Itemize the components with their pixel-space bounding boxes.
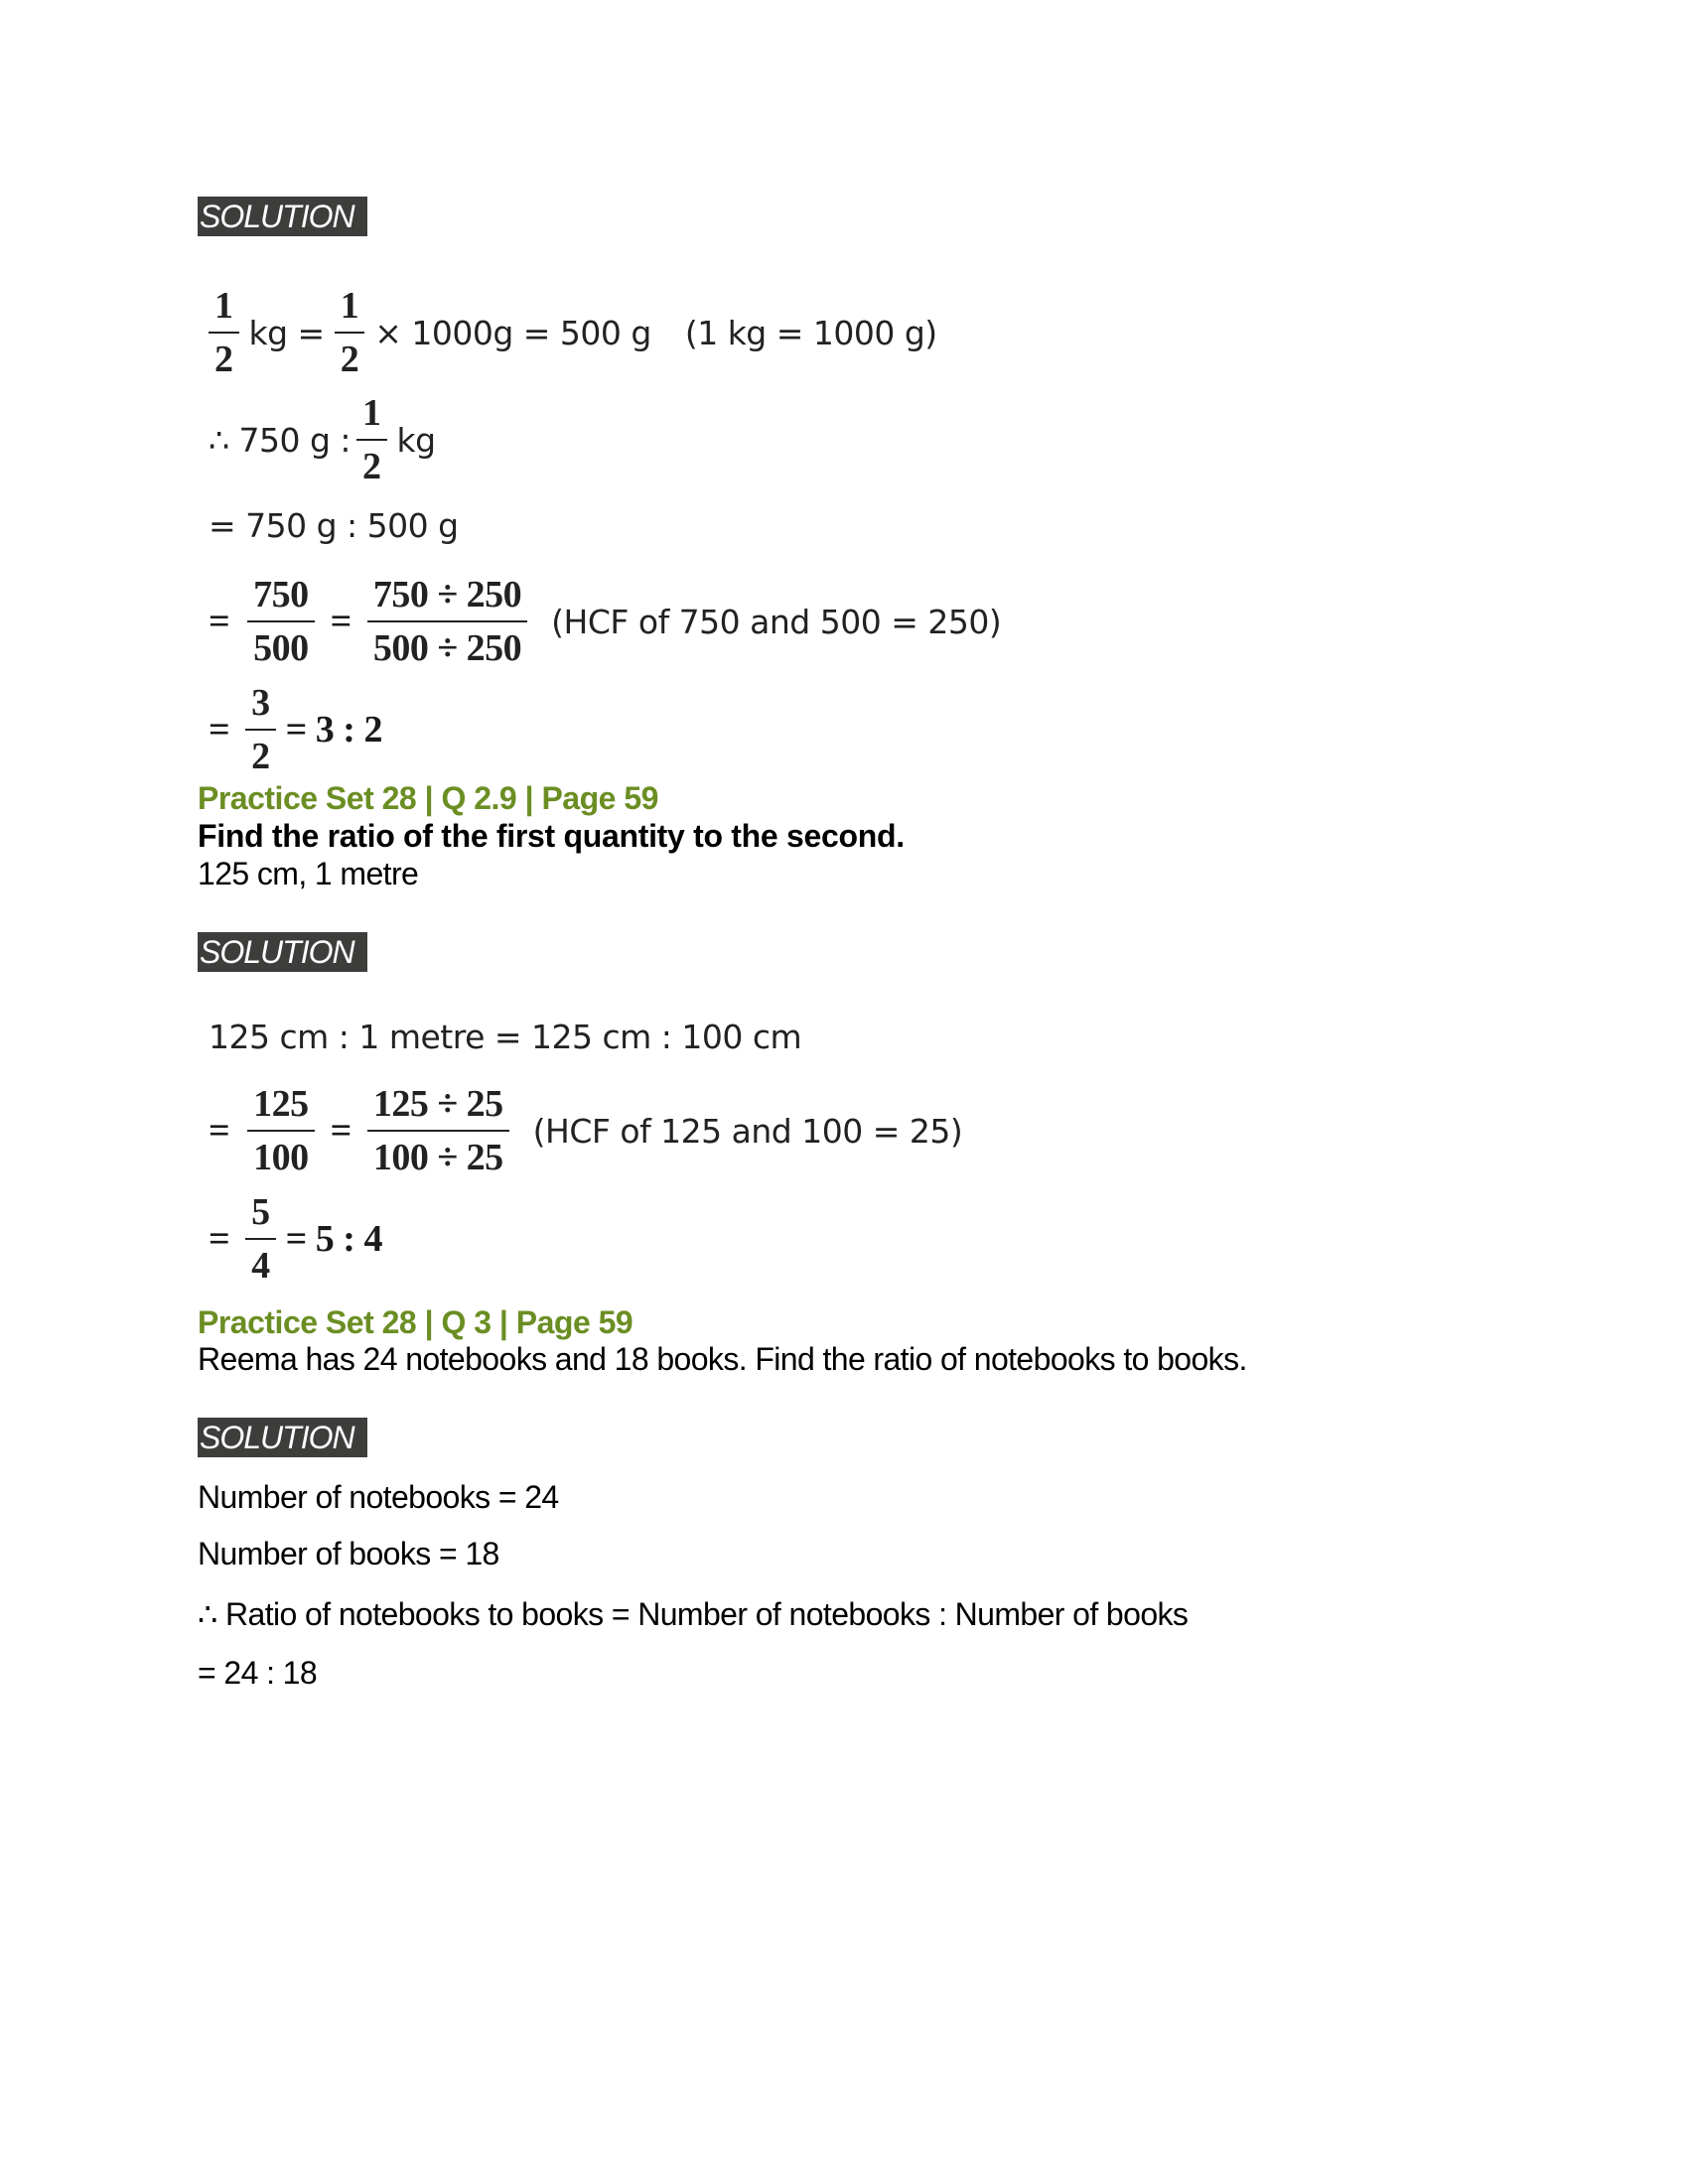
numerator: 3 (251, 682, 270, 724)
equation-grams-ratio (209, 506, 459, 545)
numerator: 1 (340, 285, 359, 327)
equation-hcf-division (209, 1078, 962, 1183)
denominator: 4 (251, 1245, 270, 1287)
multiplication-result: × 1000g = 500 g (374, 313, 651, 352)
equation-cm-metre (209, 1018, 801, 1056)
denominator: 2 (340, 339, 359, 380)
equals-sign: = (330, 1110, 352, 1152)
ratio-prefix: ∴ 750 g : (209, 420, 352, 460)
denominator: 2 (251, 736, 270, 777)
solution-line: Number of notebooks = 24 (198, 1479, 559, 1515)
equation-final-ratio (209, 677, 382, 782)
fraction (209, 280, 239, 385)
denominator: 2 (362, 446, 381, 487)
fraction (245, 677, 276, 782)
kg-equals: kg = (248, 313, 325, 352)
final-ratio: = 5 : 4 (285, 1218, 382, 1260)
question-heading: Practice Set 28 | Q 2.9 | Page 59 (198, 780, 658, 816)
question-heading: Practice Set 28 | Q 3 | Page 59 (198, 1304, 633, 1340)
denominator: 500 ÷ 250 (372, 627, 522, 669)
denominator: 500 (253, 627, 309, 669)
equals-sign: = (209, 1110, 230, 1152)
equation-therefore-ratio (209, 387, 436, 492)
final-ratio: = 3 : 2 (285, 709, 382, 751)
question-given: 125 cm, 1 metre (198, 856, 419, 891)
numerator: 750 ÷ 250 (372, 574, 522, 615)
solution-line: = 24 : 18 (198, 1655, 318, 1691)
denominator: 100 (253, 1137, 309, 1178)
denominator: 100 ÷ 25 (372, 1137, 503, 1178)
equals-sign: = (209, 601, 230, 642)
numerator: 1 (214, 285, 233, 327)
hcf-note: (HCF of 750 and 500 = 250) (551, 602, 1002, 641)
fraction (367, 1078, 509, 1183)
fraction (247, 1078, 315, 1183)
solution-badge: SOLUTION (198, 197, 367, 236)
equals-sign: = (209, 1218, 230, 1260)
denominator: 2 (214, 339, 233, 380)
numerator: 5 (251, 1191, 270, 1233)
numerator: 1 (362, 392, 381, 434)
fraction (367, 569, 527, 674)
fraction (356, 387, 387, 492)
grams-ratio-text: = 750 g : 500 g (209, 506, 459, 545)
solution-line: ∴ Ratio of notebooks to books = Number of notebooks : Number of books (198, 1596, 1189, 1632)
cm-metre-text: 125 cm : 1 metre = 125 cm : 100 cm (209, 1018, 802, 1056)
numerator: 750 (253, 574, 309, 615)
numerator: 125 (253, 1083, 309, 1125)
ratio-suffix: kg (396, 420, 436, 460)
fraction (245, 1186, 276, 1292)
fraction (335, 280, 365, 385)
equation-hcf-division (209, 569, 1001, 674)
conversion-note: (1 kg = 1000 g) (684, 313, 937, 352)
equals-sign: = (330, 601, 352, 642)
fraction (247, 569, 315, 674)
equation-half-kg (209, 280, 937, 385)
solution-badge: SOLUTION (198, 1418, 367, 1457)
equals-sign: = (209, 709, 230, 751)
numerator: 125 ÷ 25 (372, 1083, 503, 1125)
question-prompt: Reema has 24 notebooks and 18 books. Find the ratio of notebooks to books. (198, 1341, 1247, 1377)
solution-line: Number of books = 18 (198, 1536, 499, 1571)
solution-badge: SOLUTION (198, 932, 367, 972)
equation-final-ratio (209, 1186, 382, 1292)
question-prompt: Find the ratio of the first quantity to the second. (198, 818, 905, 854)
hcf-note: (HCF of 125 and 100 = 25) (532, 1111, 963, 1151)
